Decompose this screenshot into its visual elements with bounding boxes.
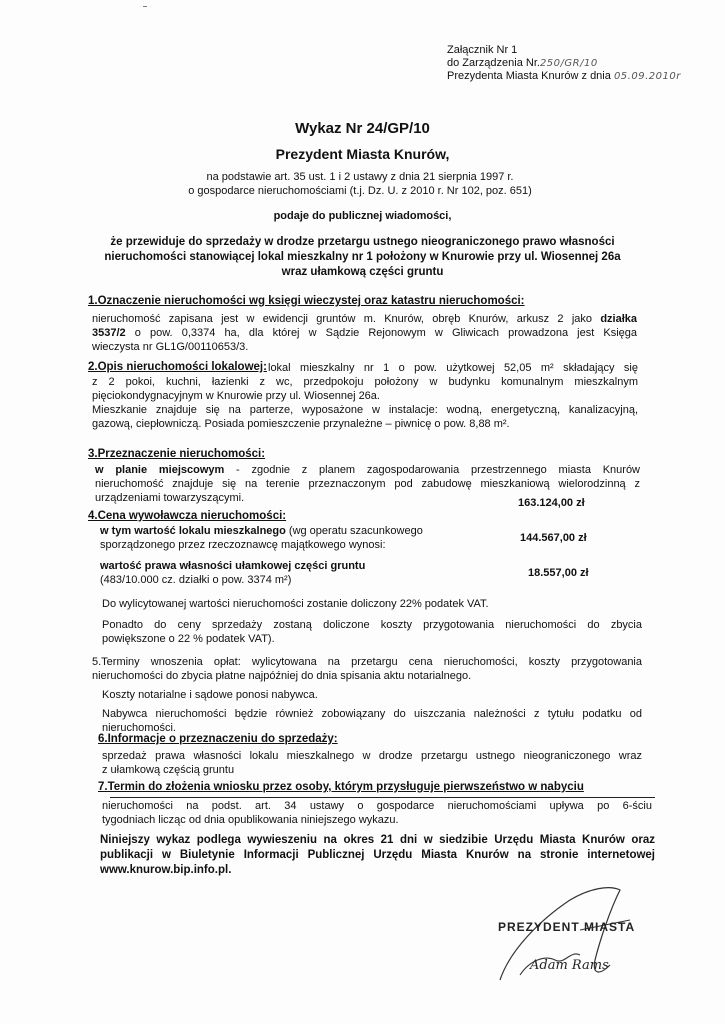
section-6-heading: 6.Informacje o przeznaczeniu do sprzedaży:: [98, 733, 338, 745]
announcement-line: podaje do publicznej wiadomości,: [273, 210, 452, 222]
handwritten-date: 05.09.2010r: [613, 71, 681, 82]
section-7-heading: 7.Termin do złożenia wniosku przez osoby, którym przysługuje pierwszeństwo w nabyciu: [98, 781, 584, 793]
sale-intent-line-2: nieruchomości stanowiącej lokal mieszkalny nr 1 położony w Knurowie przy ul. Wiosennej 26a: [104, 251, 621, 263]
document-title: Wykaz Nr 24/GP/10: [295, 120, 430, 137]
section-2-line-1: lokal mieszkalny nr 1 o pow. użytkowej 52,05 m² składający się: [268, 362, 638, 374]
handwritten-signature: [470, 880, 650, 990]
preparation-costs-note: Ponadto do ceny sprzedaży zostaną doliczone koszty przygotowania nieruchomości do zbycia powiększone o 22 % podatek VAT).: [102, 619, 642, 645]
land-value-label: wartość prawa własności ułamkowej części gruntu (483/10.000 cz. działki o pow. 3374 m²): [100, 560, 366, 586]
flat-value-label: w tym wartość lokalu mieszkalnego (wg operatu szacunkowego sporządzonego przez rzeczoznawcę majątkowego wynosi:: [100, 525, 423, 551]
attachment-line-3: Prezydenta Miasta Knurów z dnia 05.09.2010r: [447, 70, 681, 82]
publication-notice: Niniejszy wykaz podlega wywieszeniu na okres 21 dni w siedzibie Urzędu Miasta Knurów oraz publikacji w Biuletynie Informacji Publicznej Urzędu Miasta Knurów na stronie internetowej www.knurow.bip.info.pl.: [100, 834, 655, 876]
sale-intent: [85, 235, 640, 280]
section-4-heading: 4.Cena wywoławcza nieruchomości:: [88, 510, 287, 522]
sale-intent-line-3: wraz ułamkową części gruntu: [281, 266, 444, 278]
land-share-value: 18.557,00 zł: [528, 567, 589, 579]
sale-intent-line-1: że przewiduje do sprzedaży w drodze przetargu ustnego nieograniczonego prawo własności: [110, 236, 615, 248]
document-subtitle: Prezydent Miasta Knurów,: [275, 146, 450, 162]
section-1-body: nieruchomość zapisana jest w ewidencji gruntów m. Knurów, obręb Knurów, arkusz 2 jako działka 3537/2 o pow. 0,3374 ha, dla której w Sądzie Rejonowym w Gliwicach prowadzona jest Księga wieczysta nr GL1G/00110653/3.: [92, 313, 637, 353]
attachment-header: [447, 44, 681, 83]
section-6-body: sprzedaż prawa własności lokalu mieszkalnego w drodze przetargu ustnego nieograniczonego wraz z ułamkową częścią gruntu: [102, 750, 642, 776]
attachment-line-1: Załącznik Nr 1: [447, 44, 518, 56]
attachment-line-2: do Zarządzenia Nr.250/GR/10: [447, 57, 598, 69]
legal-basis-line-1: na podstawie art. 35 ust. 1 i 2 ustawy z dnia 21 sierpnia 1997 r.: [206, 171, 514, 183]
president-stamp: PREZYDENT MIASTA: [498, 920, 636, 934]
handwritten-order-number: 250/GR/10: [539, 58, 598, 69]
section-2-body: z 2 pokoi, kuchni, łazienki z wc, przedpokoju położony w budynku komunalnym mieszkalnym pięciokondygnacyjnym w Knurowie przy ul. Wiosennej 26a. Mieszkanie znajduje się na parterze, wyposażone w instalacje: wodną, energetyczną, kanalizacyjną, gazową, ciepłowniczą. Posiada pomieszczenie przynależne – piwnicę o pow. 8,88 m².: [92, 376, 638, 430]
scan-mark: [143, 6, 147, 7]
legal-basis-line-2: o gospodarce nieruchomościami (t.j. Dz. U. z 2010 r. Nr 102, poz. 651): [188, 185, 532, 197]
vat-note: Do wylicytowanej wartości nieruchomości zostanie doliczony 22% podatek VAT.: [102, 598, 489, 610]
section-5-payment-terms: 5.Terminy wnoszenia opłat: wylicytowana na przetargu cena nieruchomości, koszty przygotowania nieruchomości do zbycia płatne najpóźniej do dnia spisania aktu notarialnego. Koszty notarialne i sądowe ponosi nabywca. Nabywca nieruchomości będzie również zobowiązany do uiszczania należności z tytułu podatku od nieruchomości.: [92, 656, 642, 734]
section-7-rule: [110, 797, 655, 798]
section-1-heading: 1.Oznaczenie nieruchomości wg księgi wieczystej oraz katastru nieruchomości:: [88, 295, 525, 307]
section-7-body: nieruchomości na podst. art. 34 ustawy o gospodarce nieruchomościami upływa po 6-ściu tygodniach licząc od dnia opublikowania niniejszego wykazu.: [102, 800, 652, 826]
flat-value: 144.567,00 zł: [520, 532, 587, 544]
section-3-heading: 3.Przeznaczenie nieruchomości:: [88, 448, 266, 460]
starting-price-total: 163.124,00 zł: [518, 497, 585, 509]
section-3-body: w planie miejscowym - zgodnie z planem zagospodarowania przestrzennego miasta Knurów nieruchomość znajduje się na terenie przeznaczonym pod zabudowę mieszkaniową wielorodzinną z urządzeniami towarzyszącymi.: [95, 464, 640, 504]
legal-basis: [160, 170, 560, 198]
section-2-heading: 2.Opis nieruchomości lokalowej:: [88, 361, 267, 373]
signatory-name: Adam Rams: [530, 958, 609, 973]
